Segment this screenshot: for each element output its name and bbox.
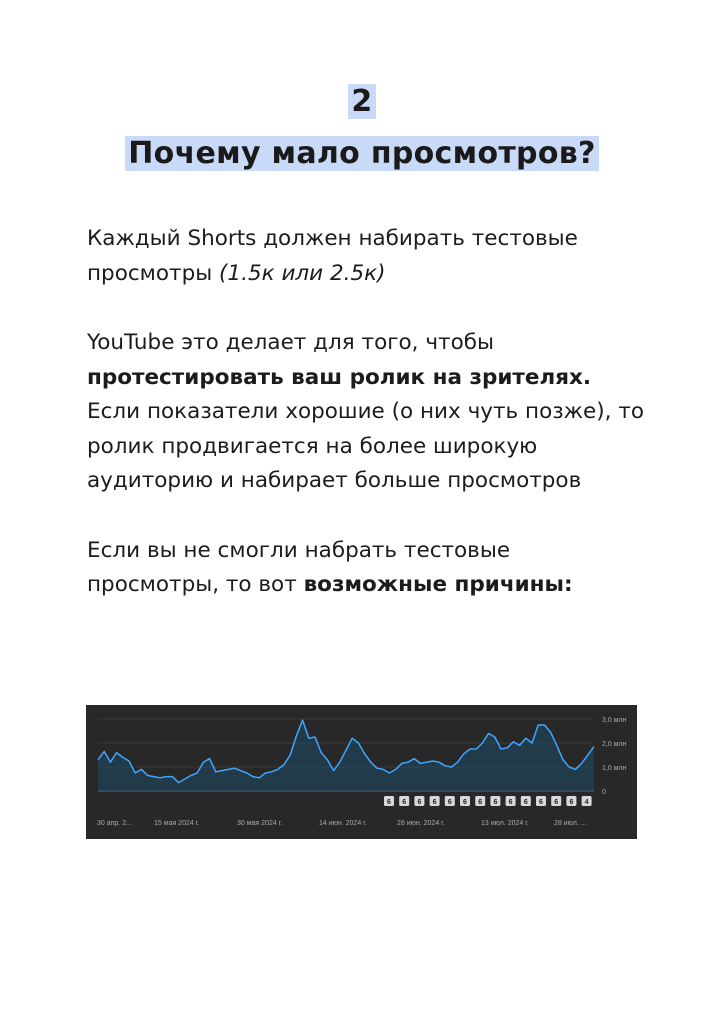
y-tick-label: 2,0 млн [602, 741, 627, 748]
video-badge-label: 6 [387, 799, 391, 806]
views-chart [86, 705, 637, 839]
paragraph-2 [87, 326, 647, 499]
x-tick-label: 13 июл. 2024 г. [481, 820, 529, 827]
x-tick-label: 14 июн. 2024 г. [319, 820, 367, 827]
paragraph-2-text: YouTube это делает для того, чтобы [87, 330, 494, 355]
paragraph-3-text: Если вы не смогли набрать тестовые просмотры, то вот [87, 537, 511, 597]
video-badge-label: 6 [554, 799, 559, 806]
y-tick-label: 1,0 млн [602, 765, 627, 772]
video-badge-label: 6 [539, 799, 543, 806]
paragraph-1 [87, 222, 647, 291]
paragraph-2-tail: Если показатели хорошие (о них чуть позже), то ролик продвигается на более широкую аудиторию и набирает больше просмотров [87, 399, 645, 493]
body-text [87, 222, 647, 603]
heading [0, 84, 724, 172]
paragraph-2-bold: протестировать ваш ролик на зрителях. [87, 364, 592, 390]
section-number: 2 [348, 84, 375, 119]
x-tick-label: 30 мая 2024 г. [237, 820, 283, 827]
video-badge-label: 6 [493, 799, 498, 806]
series-area [98, 720, 594, 791]
paragraph-1-text: Каждый Shorts должен набирать тестовые просмотры [87, 226, 578, 286]
video-badge-label: 6 [402, 799, 407, 806]
video-badge-label: 6 [447, 799, 452, 806]
video-badge-label: 4 [584, 799, 589, 806]
x-tick-label: 28 июн. 2024 г. [397, 820, 445, 827]
video-badge-label: 6 [523, 799, 528, 806]
page-title: Почему мало просмотров? [125, 136, 598, 171]
video-badge-label: 6 [508, 799, 513, 806]
views-chart-svg [86, 705, 637, 839]
paragraph-1-italic: (1.5к или 2.5к) [219, 260, 386, 286]
video-badge-label: 6 [463, 799, 467, 806]
x-tick-label: 15 мая 2024 г. [154, 820, 200, 827]
video-badge-label: 6 [478, 799, 483, 806]
x-tick-label: 28 июл. ... [554, 820, 587, 827]
video-badge-label: 6 [417, 799, 422, 806]
video-badge-label: 6 [432, 799, 437, 806]
paragraph-3-bold: возможные причины: [303, 572, 573, 597]
y-tick-label: 0 [602, 789, 606, 796]
y-tick-label: 3,0 млн [602, 717, 627, 724]
video-badge-label: 6 [569, 799, 574, 806]
x-tick-label: 30 апр. 2... [97, 820, 132, 827]
paragraph-3 [87, 534, 647, 603]
